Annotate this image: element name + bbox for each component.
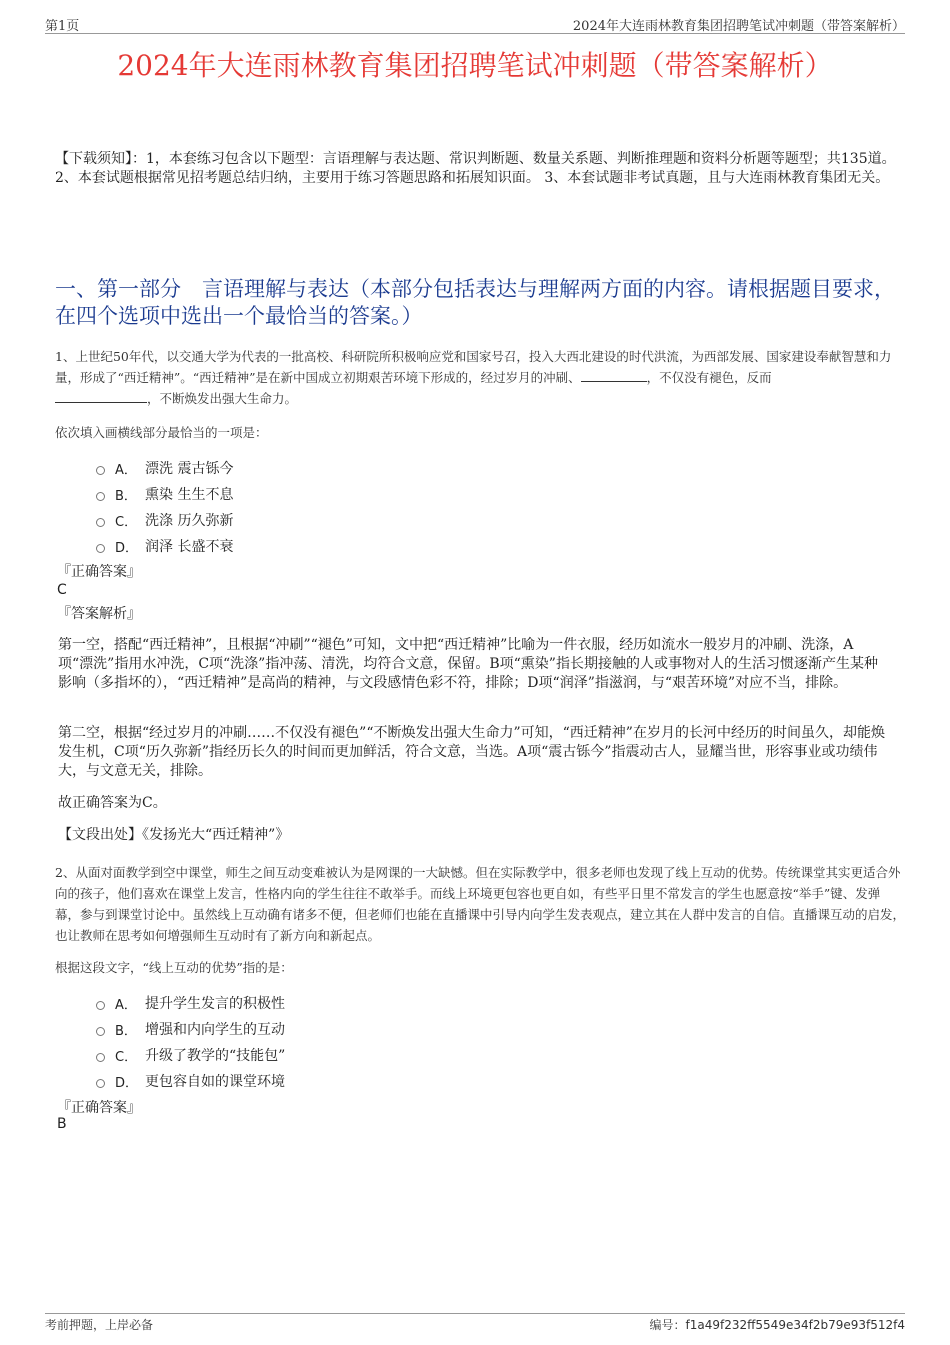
fill-blank-2 bbox=[55, 389, 147, 403]
radio-icon[interactable] bbox=[96, 1001, 105, 1010]
analysis-paragraph-1: 第一空，搭配“西迁精神”，且根据“冲刷”“褪色”可知，文中把“西迁精神”比喻为一件衣服，经历如流水一般岁月的冲刷、洗涤，A项“漂洗”指用水冲洗，C项“洗涤”指冲荡、清洗，均符合文意，保留。B项“熏染”指长期接触的人或事物对人的生活习惯逐渐产生某种影响（多指坏的），“西迁精神”是高尚的精神，与文段感情色彩不符，排除；D项“润泽”指滋润，与“艰苦环境”对应不当，排除。 bbox=[58, 637, 878, 691]
analysis-conclusion: 故正确答案为C。 bbox=[58, 795, 167, 811]
analysis-paragraph-2: 第二空，根据“经过岁月的冲刷……不仅没有褪色”“不断焕发出强大生命力”可知，“西迁精神”在岁月的长河中经历的时间虽久，却能焕发生机，C项“历久弥新”指经历长久的时间而更加鲜活，符合文意，当选。A项“震古铄今”指震动古人，显耀当世，形容事业或功绩伟大，与文意无关，排除。 bbox=[58, 725, 885, 779]
radio-icon[interactable] bbox=[96, 1027, 105, 1036]
header-doc-title: 2024年大连雨林教育集团招聘笔试冲刺题（带答案解析） bbox=[572, 19, 905, 34]
option-b[interactable]: B． 增强和内向学生的互动 bbox=[96, 1016, 285, 1042]
fill-blank-1 bbox=[581, 368, 647, 382]
analysis-label: 『答案解析』 bbox=[57, 606, 141, 622]
radio-icon[interactable] bbox=[96, 518, 105, 527]
option-a[interactable]: A． 提升学生发言的积极性 bbox=[96, 990, 285, 1016]
option-c[interactable]: C． 洗涤 历久弥新 bbox=[96, 507, 233, 533]
footer-slogan: 考前押题，上岸必备 bbox=[45, 1318, 154, 1332]
question-1-text: 1、上世纪50年代，以交通大学为代表的一批高校、科研院所积极响应党和国家号召，投入大西北建设的时代洪流，为西部发展、国家建设奉献智慧和力量，形成了“西迁精神”。“西迁精神”是在新中国成立初期艰苦环境下形成的，经过岁月的冲刷、 ，不仅没有褪色，反而 ，不断焕发出强大生命力。 bbox=[55, 349, 892, 406]
radio-icon[interactable] bbox=[96, 1053, 105, 1062]
question-2-text: 2、从面对面教学到空中课堂，师生之间互动变难被认为是网课的一大缺憾。但在实际教学中，很多老师也发现了线上互动的优势。传统课堂其实更适合外向的孩子，他们喜欢在课堂上发言，性格内向的学生往往不敢举手。而线上环境更包容也更自如，有些平日里不常发言的学生也愿意按“举手”键、发弹幕，参与到课堂讨论中。虽然线上互动确有诸多不便，但老师们也能在直播课中引导内向学生发表观点，建立其在人群中发言的自信。直播课互动的启发，也让教师在思考如何增强师生互动时有了新方向和新起点。 bbox=[55, 865, 906, 943]
option-d[interactable]: D． 润泽 长盛不衰 bbox=[96, 533, 233, 559]
option-b[interactable]: B． 熏染 生生不息 bbox=[96, 481, 233, 507]
option-d[interactable]: D． 更包容自如的课堂环境 bbox=[96, 1068, 285, 1094]
radio-icon[interactable] bbox=[96, 544, 105, 553]
question-1-options bbox=[96, 455, 233, 559]
question-2-options bbox=[96, 990, 285, 1094]
answer-value: B bbox=[57, 1116, 67, 1132]
passage-source: 【文段出处】《发扬光大“西迁精神”》 bbox=[58, 827, 290, 843]
answer-label: 『正确答案』 bbox=[57, 1100, 141, 1116]
option-c[interactable]: C． 升级了教学的“技能包” bbox=[96, 1042, 285, 1068]
footer-code: 编号：f1a49f232ff5549e34f2b79e93f512f4 bbox=[649, 1318, 905, 1332]
document-title: 2024年大连雨林教育集团招聘笔试冲刺题（带答案解析） bbox=[117, 49, 833, 82]
question-2-prompt: 根据这段文字，“线上互动的优势”指的是： bbox=[55, 960, 293, 975]
question-1-prompt: 依次填入画横线部分最恰当的一项是： bbox=[55, 425, 268, 440]
answer-label: 『正确答案』 bbox=[57, 564, 141, 580]
radio-icon[interactable] bbox=[96, 1079, 105, 1088]
download-notice: 【下载须知】：1，本套练习包含以下题型：言语理解与表达题、常识判断题、数量关系题、判断推理题和资料分析题等题型；共135道。 2、本套试题根据常见招考题总结归纳，主要用于练习答题思路和拓展知识面。 3、本套试题非考试真题，且与大连雨林教育集团无关。 bbox=[55, 151, 896, 186]
radio-icon[interactable] bbox=[96, 492, 105, 501]
option-a[interactable]: A． 漂洗 震古铄今 bbox=[96, 455, 233, 481]
section-title: 一、第一部分 言语理解与表达（本部分包括表达与理解两方面的内容。请根据题目要求，在四个选项中选出一个最恰当的答案。） bbox=[55, 277, 895, 328]
page-header bbox=[45, 14, 905, 34]
page-number: 第1页 bbox=[45, 19, 80, 34]
page-footer bbox=[45, 1313, 905, 1333]
answer-value: C bbox=[57, 582, 67, 598]
radio-icon[interactable] bbox=[96, 466, 105, 475]
